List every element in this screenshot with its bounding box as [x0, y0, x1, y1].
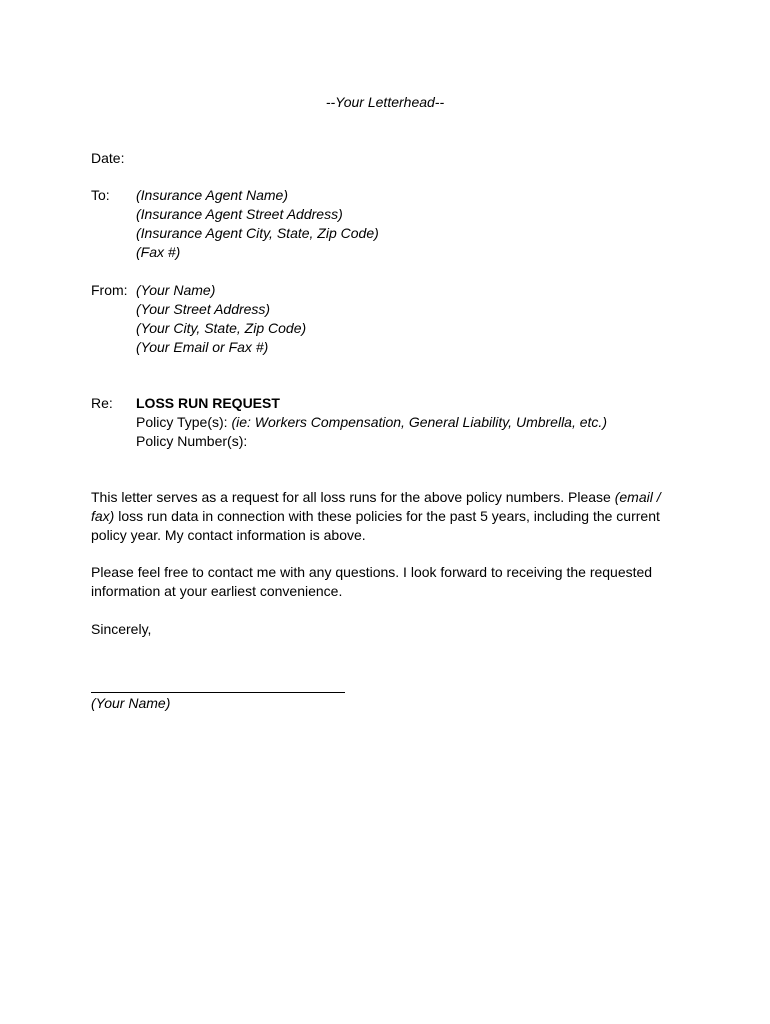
to-label: To: [91, 187, 110, 203]
policy-numbers-label: Policy Number(s): [136, 433, 248, 449]
policy-types-value: (ie: Workers Compensation, General Liability, Umbrella, etc.) [231, 414, 607, 430]
from-name: (Your Name) [136, 282, 216, 298]
to-agent-street: (Insurance Agent Street Address) [136, 206, 343, 222]
paragraph1-line1 [91, 488, 661, 507]
from-email-fax: (Your Email or Fax #) [136, 339, 269, 355]
re-subject: LOSS RUN REQUEST [136, 395, 280, 411]
paragraph1-line3: policy year. My contact information is above. [91, 527, 366, 543]
from-city: (Your City, State, Zip Code) [136, 320, 307, 336]
paragraph2-line2: information at your earliest convenience. [91, 583, 343, 599]
paragraph1-italic-1: (email / [614, 489, 661, 505]
policy-types-line [136, 413, 607, 432]
paragraph1-italic-2: fax) [91, 508, 115, 524]
to-agent-fax: (Fax #) [136, 244, 181, 260]
paragraph2-line1: Please feel free to contact me with any questions. I look forward to receiving the requested [91, 564, 653, 580]
from-label: From: [91, 282, 128, 298]
date-label: Date: [91, 150, 125, 166]
to-agent-name: (Insurance Agent Name) [136, 187, 288, 203]
letterhead: --Your Letterhead-- [325, 94, 445, 110]
closing: Sincerely, [91, 621, 152, 637]
policy-types-label: Policy Type(s): [136, 414, 228, 430]
paragraph1-text-1: This letter serves as a request for all loss runs for the above policy numbers. Please [91, 489, 611, 505]
paragraph1-text-2: loss run data in connection with these policies for the past 5 years, including the current [118, 508, 660, 524]
from-street: (Your Street Address) [136, 301, 271, 317]
paragraph1-line2 [91, 507, 660, 526]
re-label: Re: [91, 395, 113, 411]
to-agent-city: (Insurance Agent City, State, Zip Code) [136, 225, 379, 241]
signature-line [91, 692, 345, 693]
signature-name: (Your Name) [91, 695, 171, 711]
